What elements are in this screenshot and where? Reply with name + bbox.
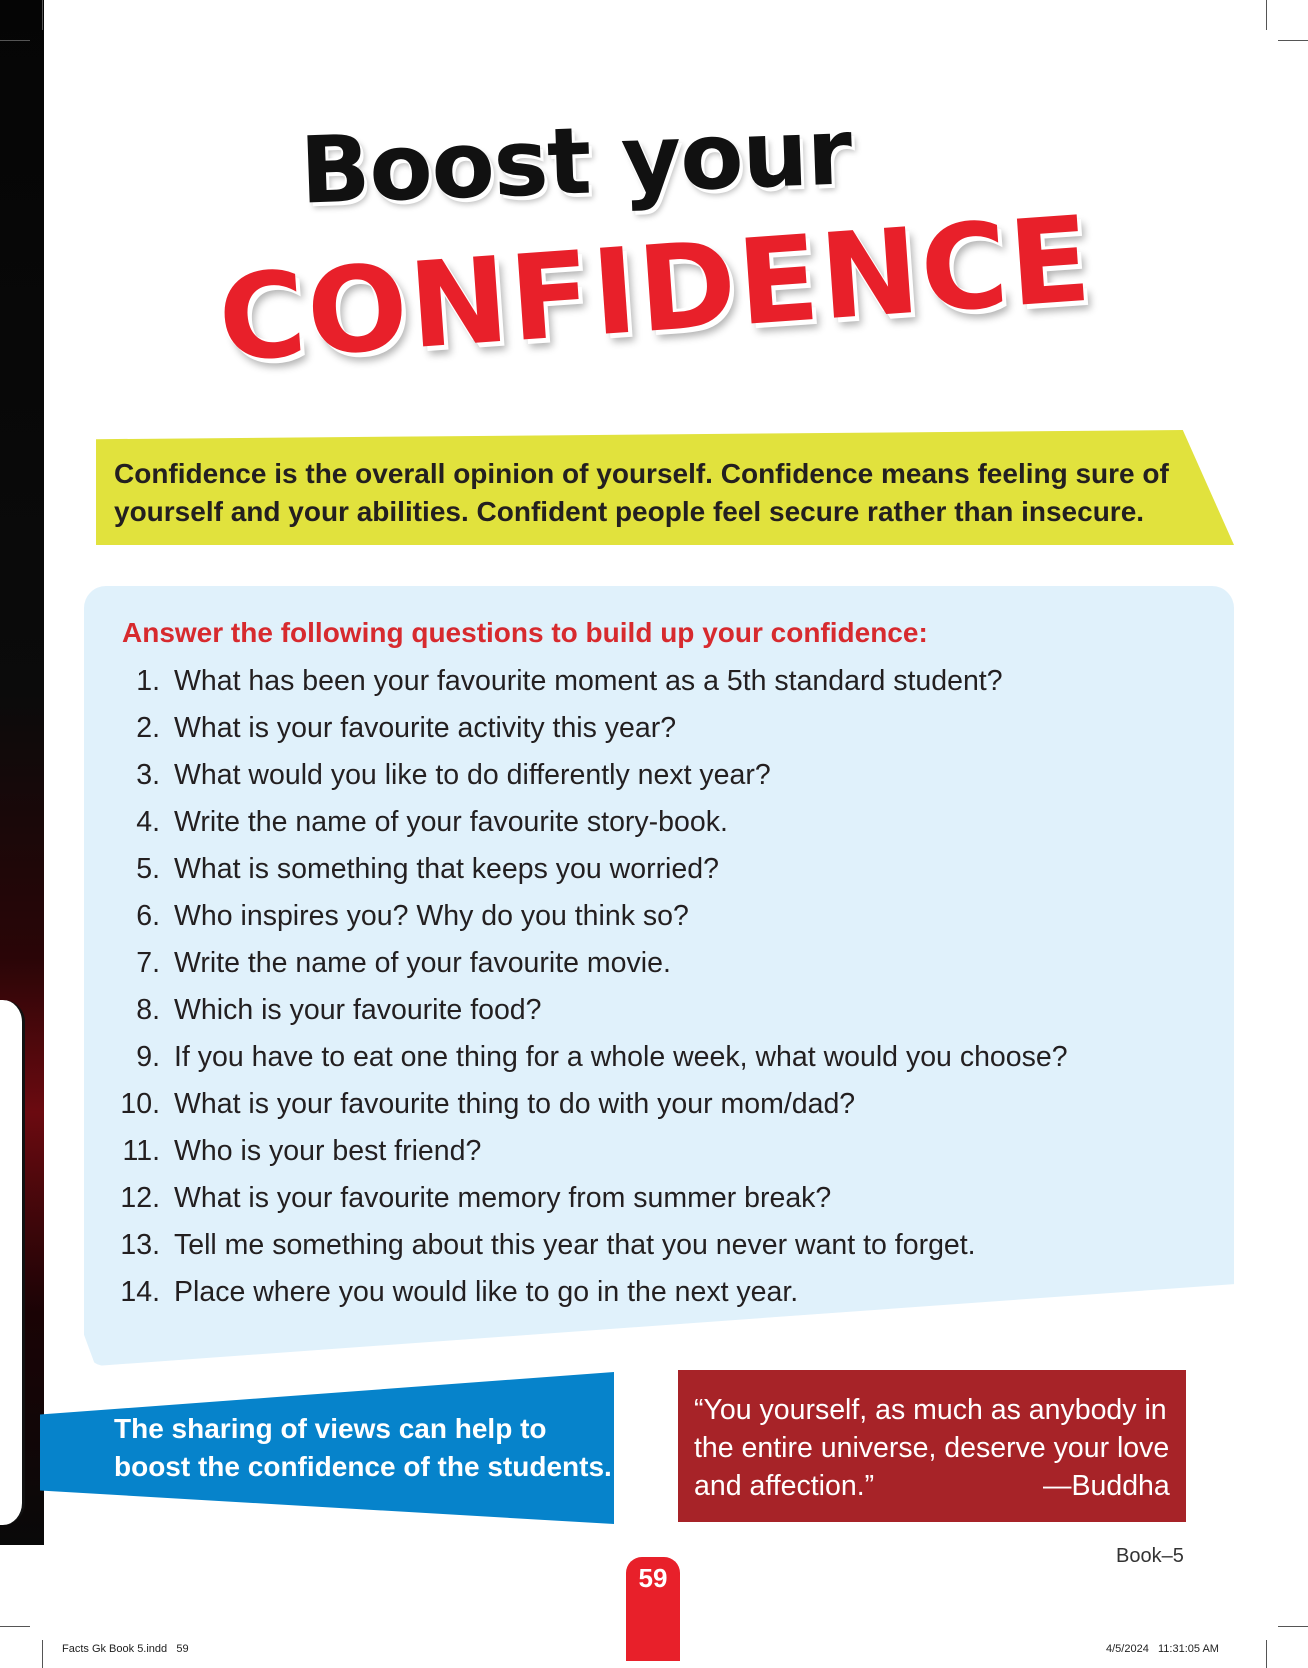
print-slug-left: Facts Gk Book 5.indd 59 bbox=[62, 1643, 189, 1655]
list-item bbox=[118, 1222, 1198, 1269]
quote-text: “You yourself, as much as anybody in the entire universe, deserve your love and affection.” bbox=[694, 1394, 1170, 1502]
question-text: Write the name of your favourite movie. bbox=[174, 947, 671, 979]
list-item bbox=[118, 1081, 1198, 1128]
question-number: 12. bbox=[120, 1182, 160, 1214]
list-item bbox=[118, 940, 1198, 987]
question-text: What is your favourite activity this year? bbox=[174, 712, 677, 744]
list-item bbox=[118, 893, 1198, 940]
sharing-note: The sharing of views can help to boost the confidence of the students. bbox=[114, 1413, 612, 1482]
question-text: Which is your favourite food? bbox=[174, 994, 542, 1026]
question-text: What has been your favourite moment as a 5th standard student? bbox=[174, 665, 1003, 697]
list-item bbox=[118, 658, 1198, 705]
title-line-1: Boost your bbox=[298, 98, 854, 225]
question-number: 8. bbox=[136, 994, 160, 1026]
question-text: Tell me something about this year that you never want to forget. bbox=[174, 1229, 976, 1261]
question-text: Write the name of your favourite story-book. bbox=[174, 806, 728, 838]
question-text: What would you like to do differently next year? bbox=[174, 759, 771, 791]
intro-text: Confidence is the overall opinion of yourself. Confidence means feeling sure of yourself and your abilities. Confident people feel secure rather than insecure. bbox=[114, 458, 1169, 527]
crop-mark bbox=[42, 0, 43, 30]
question-text: Who inspires you? Why do you think so? bbox=[174, 900, 689, 932]
question-number: 14. bbox=[120, 1276, 160, 1308]
question-text: Who is your best friend? bbox=[174, 1135, 482, 1167]
crop-mark bbox=[1266, 0, 1267, 30]
questions-heading: Answer the following questions to build up your confidence: bbox=[122, 617, 928, 648]
crop-mark bbox=[1278, 40, 1308, 41]
left-strip-notch bbox=[0, 1000, 25, 1525]
list-item bbox=[118, 987, 1198, 1034]
title-line-2: CONFIDENCE bbox=[214, 189, 1097, 389]
question-number: 7. bbox=[136, 947, 160, 979]
question-number: 1. bbox=[136, 665, 160, 697]
question-text: What is something that keeps you worried? bbox=[174, 853, 719, 885]
question-number: 11. bbox=[122, 1135, 160, 1167]
question-text: Place where you would like to go in the next year. bbox=[174, 1276, 799, 1308]
question-text: What is your favourite thing to do with your mom/dad? bbox=[174, 1088, 856, 1120]
question-number: 9. bbox=[136, 1041, 160, 1073]
question-number: 3. bbox=[136, 759, 160, 791]
print-slug-right: 4/5/2024 11:31:05 AM bbox=[1106, 1643, 1219, 1655]
question-number: 6. bbox=[136, 900, 160, 932]
list-item bbox=[118, 705, 1198, 752]
question-number: 5. bbox=[136, 853, 160, 885]
crop-mark bbox=[1266, 1640, 1267, 1668]
quote-author: —Buddha bbox=[1043, 1470, 1170, 1502]
list-item bbox=[118, 799, 1198, 846]
list-item bbox=[118, 1175, 1198, 1222]
list-item bbox=[118, 752, 1198, 799]
question-number: 10. bbox=[120, 1088, 160, 1120]
crop-mark bbox=[1278, 1626, 1308, 1627]
question-number: 13. bbox=[120, 1229, 160, 1261]
list-item bbox=[118, 846, 1198, 893]
question-text: If you have to eat one thing for a whole week, what would you choose? bbox=[174, 1041, 1068, 1073]
page-number: 59 bbox=[638, 1563, 668, 1593]
questions-list bbox=[118, 658, 1198, 1316]
book-label: Book–5 bbox=[1116, 1545, 1184, 1567]
question-number: 2. bbox=[136, 712, 160, 744]
crop-mark bbox=[42, 1640, 43, 1668]
crop-mark bbox=[0, 1626, 30, 1627]
question-number: 4. bbox=[136, 806, 160, 838]
question-text: What is your favourite memory from summer break? bbox=[174, 1182, 832, 1214]
list-item bbox=[118, 1128, 1198, 1175]
crop-mark bbox=[0, 40, 30, 41]
list-item bbox=[118, 1034, 1198, 1081]
list-item bbox=[118, 1269, 1198, 1316]
